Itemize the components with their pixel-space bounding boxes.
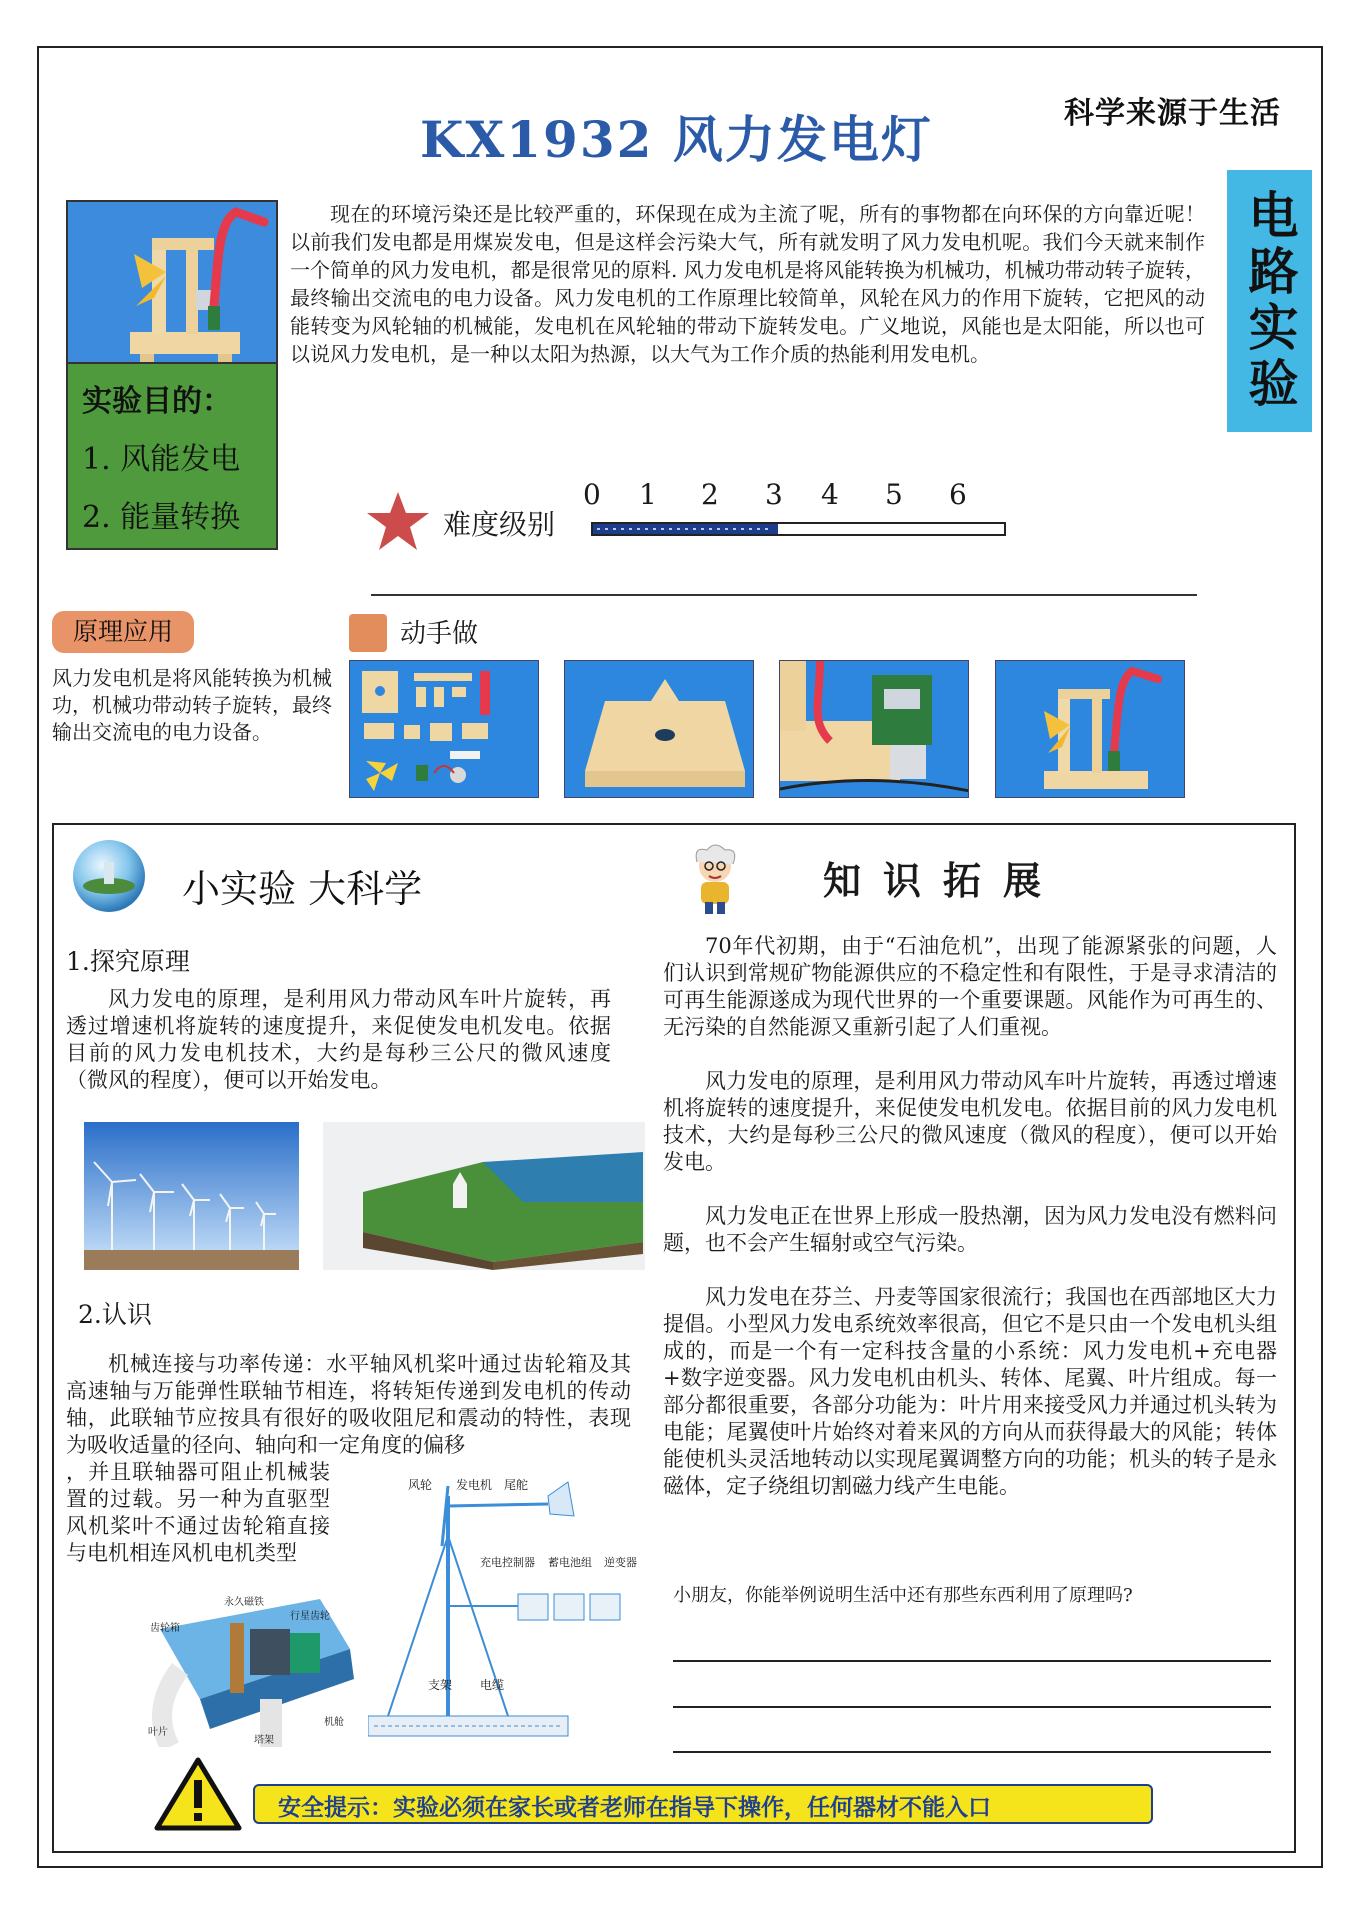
difficulty-scale-number: 4 xyxy=(821,478,839,511)
warning-icon xyxy=(153,1756,243,1832)
knowledge-text xyxy=(663,933,1277,1500)
cutaway-label: 齿轮箱 xyxy=(150,1623,180,1634)
safety-notice: 安全提示：实验必须在家长或者老师在指导下操作，任何器材不能入口 xyxy=(278,1794,991,1821)
step-photo-parts xyxy=(349,660,539,798)
step-photo-circuit xyxy=(779,660,969,798)
diagram-label: 支架 xyxy=(428,1678,453,1692)
difficulty-scale-number: 1 xyxy=(639,478,657,511)
section-1-heading: 1.探究原理 xyxy=(66,947,190,976)
step-photo-finished xyxy=(995,660,1185,798)
diagram-label: 电缆 xyxy=(480,1678,505,1692)
difficulty-scale xyxy=(583,478,1003,510)
step-photo-base xyxy=(564,660,754,798)
section-1-text: 风力发电的原理，是利用风力带动风车叶片旋转，再透过增速机将旋转的速度提升，来促使发电机发电。依据目前的风力发电机技术，大约是每秒三公尺的微风速度（微风的程度），便可以开始发电。 xyxy=(66,987,611,1092)
diagram-label: 逆变器 xyxy=(604,1556,637,1569)
difficulty-bar-fill xyxy=(593,524,778,534)
handson-square-icon xyxy=(349,614,387,652)
section-2-heading: 2.认识 xyxy=(78,1300,152,1329)
turbine-system-diagram xyxy=(368,1476,648,1746)
answer-line xyxy=(673,1660,1271,1662)
cutaway-label: 永久磁铁 xyxy=(224,1597,264,1608)
goal-item: 2. 能量转换 xyxy=(82,500,241,535)
scientist-icon xyxy=(683,842,749,916)
difficulty-label: 难度级别 xyxy=(443,508,556,541)
small-experiment-title: 小实验 大科学 xyxy=(182,867,423,911)
difficulty-scale-number: 2 xyxy=(701,478,719,511)
cutaway-label: 叶片 xyxy=(148,1727,168,1738)
nacelle-cutaway-illustration xyxy=(140,1589,362,1747)
diagram-label: 充电控制器 xyxy=(480,1556,535,1569)
knowledge-title: 知识拓展 xyxy=(823,858,1064,903)
terrain-illustration xyxy=(323,1122,645,1270)
diagram-label: 尾舵 xyxy=(504,1478,529,1492)
wind-lamp-illustration xyxy=(68,202,278,362)
category-badge xyxy=(1227,170,1312,432)
cutaway-label: 行星齿轮 xyxy=(290,1611,330,1622)
experiment-goal-box xyxy=(66,362,278,550)
difficulty-scale-number: 0 xyxy=(583,478,601,511)
cutaway-label: 塔架 xyxy=(254,1735,274,1746)
answer-line xyxy=(673,1751,1271,1753)
difficulty-bar xyxy=(591,522,1006,536)
slogan: 科学来源于生活 xyxy=(1064,96,1281,131)
goal-item: 1. 风能发电 xyxy=(82,442,241,477)
wind-farm-photo xyxy=(84,1122,299,1270)
product-photo xyxy=(66,200,278,362)
principle-tag: 原理应用 xyxy=(52,611,194,653)
principle-text: 风力发电机是将风能转换为机械功，机械功带动转子旋转，最终输出交流电的电力设备。 xyxy=(52,666,332,744)
globe-icon xyxy=(64,836,154,916)
knowledge-paragraph: 风力发电在芬兰、丹麦等国家很流行；我国也在西部地区大力提倡。小型风力发电系统效率很高，但它不是只由一个发电机头组成的，而是一个有一定科技含量的小系统：风力发电机+充电器+数字逆变器。风力发电机由机头、转体、尾翼、叶片组成。每一部分都很重要，各部分功能为：叶片用来接受风力并通过机头转为电能；尾翼使叶片始终对着来风的方向从而获得最大的风能；转体能使机头灵活地转动以实现尾翼调整方向的功能；机头的转子是永磁体，定子绕组切割磁力线产生电能。 xyxy=(663,1285,1277,1498)
category-badge-label: 电路实验 xyxy=(1240,189,1300,413)
diagram-label: 蓄电池组 xyxy=(548,1556,592,1569)
star-icon xyxy=(365,490,431,552)
handson-label: 动手做 xyxy=(400,619,479,649)
knowledge-paragraph: 70年代初期，由于“石油危机”，出现了能源紧张的问题，人们认识到常规矿物能源供应的不稳定性和有限性，于是寻求清洁的可再生能源遂成为现代世界的一个重要课题。风能作为可再生的、无污染的自然能源又重新引起了人们重视。 xyxy=(663,934,1277,1039)
knowledge-paragraph: 风力发电的原理，是利用风力带动风车叶片旋转，再透过增速机将旋转的速度提升，来促使发电机发电。依据目前的风力发电机技术，大约是每秒三公尺的微风速度（微风的程度），便可以开始发电。 xyxy=(663,1069,1277,1174)
cutaway-label: 机舱 xyxy=(324,1717,344,1728)
intro-paragraph: 现在的环境污染还是比较严重的，环保现在成为主流了呢，所有的事物都在向环保的方向靠近呢！以前我们发电都是用煤炭发电，但是这样会污染大气，所有就发明了风力发电机呢。我们今天就来制作一个简单的风力发电机，都是很常见的原料. 风力发电机是将风能转换为机械功，机械功带动转子旋转，最终输出交流电的电力设备。风力发电机的工作原理比较简单，风轮在风力的作用下旋转，它把风的动能转变为风轮轴的机械能，发电机在风轮轴的带动下旋转发电。广义地说，风能也是太阳能，所以也可以说风力发电机，是一种以太阳为热源，以大气为工作介质的热能利用发电机。 xyxy=(290,202,1205,366)
difficulty-scale-number: 5 xyxy=(885,478,903,511)
diagram-label: 发电机 xyxy=(456,1478,493,1492)
knowledge-paragraph: 风力发电正在世界上形成一股热潮，因为风力发电没有燃料问题，也不会产生辐射或空气污染。 xyxy=(663,1204,1277,1255)
divider xyxy=(371,594,1197,596)
answer-line xyxy=(673,1706,1271,1708)
section-2-text-b: ，并且联轴器可阻止机械装置的过载。另一种为直驱型风机桨叶不通过齿轮箱直接与电机相连风机电机类型 xyxy=(66,1460,330,1565)
difficulty-scale-number: 6 xyxy=(949,478,967,511)
difficulty-scale-number: 3 xyxy=(765,478,783,511)
question-text: 小朋友，你能举例说明生活中还有那些东西利用了原理吗? xyxy=(673,1585,1133,1606)
goal-title: 实验目的： xyxy=(82,384,232,419)
section-2-text-a: 机械连接与功率传递：水平轴风机桨叶通过齿轮箱及其高速轴与万能弹性联轴节相连，将转矩传递到发电机的传动轴，此联轴节应按具有很好的吸收阻尼和震动的特性，表现为吸收适量的径向、轴向和一定角度的偏移 xyxy=(66,1352,631,1457)
diagram-label: 风轮 xyxy=(408,1478,433,1492)
page-title: KX1932 风力发电灯 xyxy=(420,110,933,169)
